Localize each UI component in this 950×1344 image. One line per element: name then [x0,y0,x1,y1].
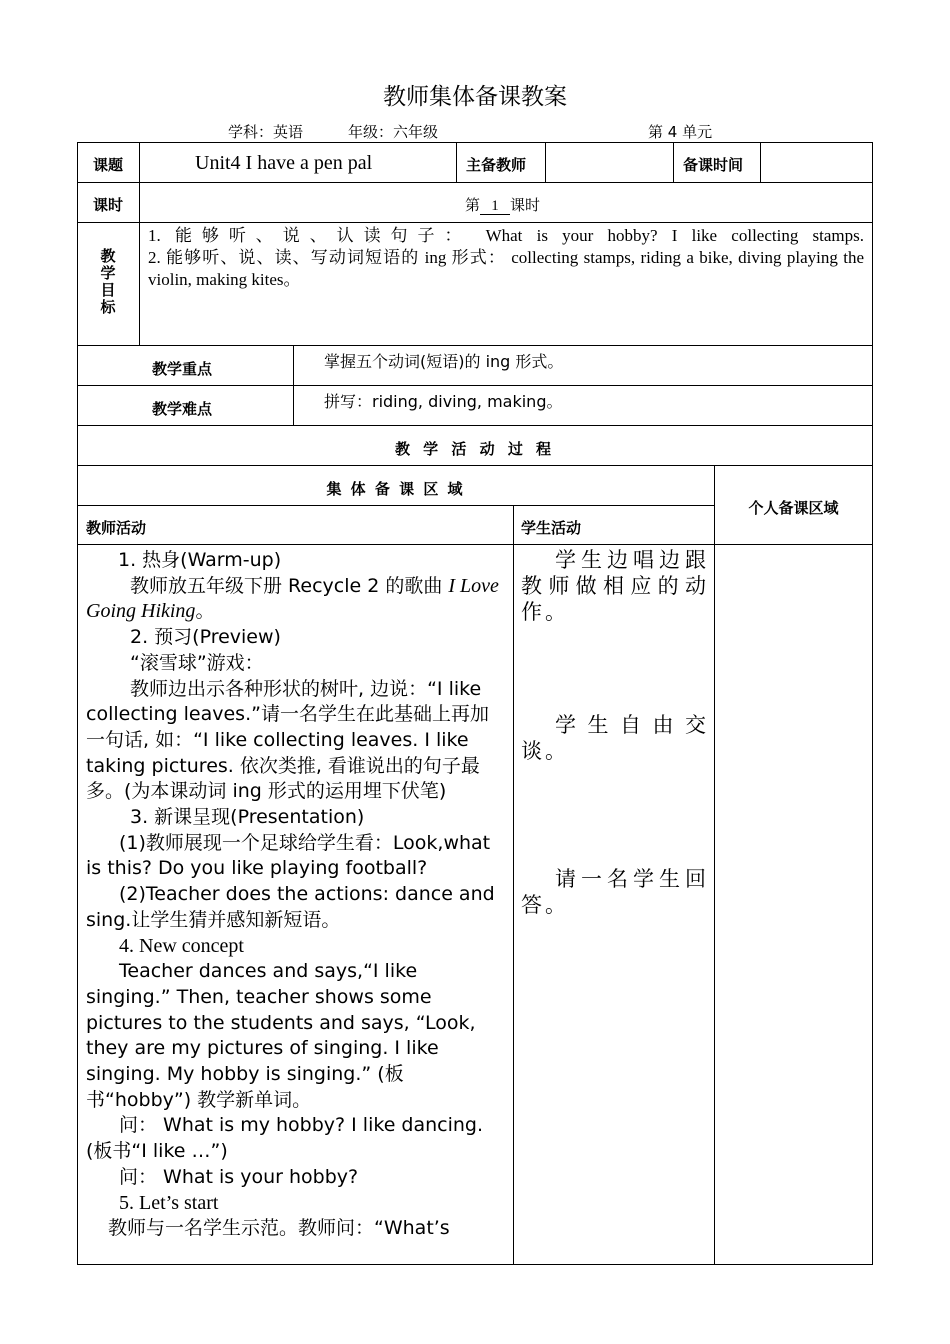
goals-label: 教学目标 [100,247,116,316]
prep-time-label: 备课时间 [683,156,744,174]
student-activity-3: 请一名学生回答。 [521,867,709,917]
teacher-activity: 1. 热身(Warm-up) 教师放五年级下册 Recycle 2 的歌曲 I Love Going Hiking。 2. 预习(Preview) “滚雪球”游戏： 教师边出示各种形状的树叶, 边说：“I like collecting leaves.”请一名学生在此基础上再加一句话, 如：“I like collecting leaves. I like taking pictures. 依次类推, 看谁说出的句子最多。(为本课动词 ing 形式的运用埋下伏笔) 3. 新课呈现(Presentation) (1)教师展现一个足球给学生看：Look,what is this? Do you like playing football? (2)Teacher does the actions: dance and sing.让学生猜并感知新短语。 4. New concept Teacher dances and says,“I like singing.” Then, teacher shows some pictures to the students and says, “Look, they are my pictures of singing. I like singing. My hobby is singing.” (板书“hobby”) 教学新单词。 问： What is my hobby? I like dancing. (板书“I like …”) 问： What is your hobby? 5. Let’s start 教师与一名学生示范。教师问：“What’s [86,549,499,1240]
period-number: 1 [480,199,510,215]
personal-header: 个人备课区域 [748,499,839,517]
goals-text [148,225,864,291]
period-label: 课时 [93,196,124,214]
key-point-label: 教学重点 [152,360,213,378]
topic-value: Unit4 I have a pen pal [195,152,373,174]
collective-header: 集 体 备 课 区 域 [326,480,465,498]
period-value: 第 1 课时 [465,196,541,214]
lead-teacher-label: 主备教师 [466,156,527,174]
topic-label: 课题 [93,156,124,174]
difficulty-label: 教学难点 [152,400,213,418]
document-title: 教师集体备课教案 [383,84,567,110]
process-header: 教 学 活 动 过 程 [394,440,556,458]
difficulty-value: 拼写：riding, diving, making。 [324,392,563,411]
subject-label: 学科：英语 [228,123,304,141]
grade-label: 年级：六年级 [348,123,439,141]
goal-1: 1. 能够听、说、认读句子： What is your hobby? I like collecting stamps. [148,226,864,245]
student-activity-header: 学生活动 [521,519,582,537]
teacher-activity-header: 教师活动 [86,519,147,537]
student-activity-2: 学生自由交谈。 [521,713,709,763]
student-activity-1: 学生边唱边跟教师做相应的动作。 [521,548,709,624]
unit-label: 第 4 单元 [648,123,713,141]
goal-2: 2. 能够听、说、读、写动词短语的 ing 形式： collecting stamps, riding a bike, diving playing the violin, making kites。 [148,248,864,289]
key-point-value: 掌握五个动词(短语)的 ing 形式。 [324,352,564,371]
